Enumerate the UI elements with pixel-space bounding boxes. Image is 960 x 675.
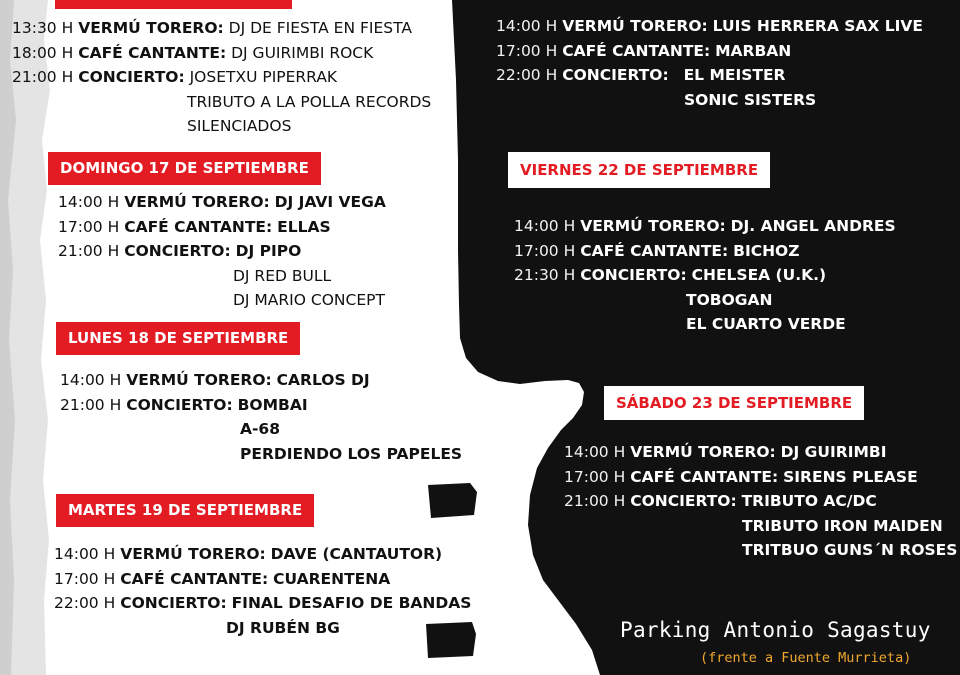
schedule-line (54, 567, 471, 592)
time: 17:00 H (54, 569, 116, 588)
schedule-domingo (58, 190, 386, 313)
schedule-viernes (514, 214, 896, 337)
performer: A-68 (240, 420, 280, 438)
event-label: CONCIERTO: (124, 242, 231, 260)
schedule-sabado (564, 440, 957, 563)
performer: DJ RUBÉN BG (226, 618, 340, 637)
schedule-line (514, 239, 896, 264)
time: 21:00 H (12, 68, 74, 86)
performer: ELLAS (277, 217, 331, 236)
performer: CHELSEA (U.K.) (691, 266, 827, 284)
event-label: VERMÚ TORERO: (562, 17, 708, 35)
performer: TRITBUO GUNS´N ROSES (742, 541, 958, 559)
event-label: VERMÚ TORERO: (580, 217, 726, 235)
event-label: CONCIERTO: (630, 492, 737, 510)
schedule-line (60, 368, 462, 393)
event-label: CAFÉ CANTANTE: (124, 217, 273, 236)
venue-subtitle: (frente a Fuente Murrieta) (700, 650, 912, 666)
time: 17:00 H (58, 217, 120, 236)
event-label: CAFÉ CANTANTE: (630, 467, 779, 486)
event-label: CONCIERTO: (562, 66, 669, 84)
performer: DJ PIPO (235, 242, 302, 260)
event-label: VERMÚ TORERO: (78, 19, 224, 37)
time: 21:00 H (58, 242, 120, 260)
venue-name: Parking Antonio Sagastuy (620, 618, 931, 642)
time: 21:00 H (60, 395, 122, 414)
event-label: CONCIERTO: (120, 594, 227, 612)
performer: DJ MARIO CONCEPT (233, 291, 385, 309)
schedule-line (54, 542, 471, 567)
event-label: CONCIERTO: (78, 68, 185, 86)
schedule-line (514, 214, 896, 239)
time: 14:00 H (514, 217, 576, 235)
time: 14:00 H (54, 545, 116, 563)
schedule-top-right (496, 14, 923, 112)
schedule-line (12, 65, 431, 90)
performer: DAVE (CANTAUTOR) (270, 545, 443, 563)
schedule-line (58, 239, 386, 264)
performer: JOSETXU PIPERRAK (189, 68, 338, 86)
day-header-sabado: SÁBADO 23 DE SEPTIEMBRE (604, 386, 864, 420)
time: 22:00 H (496, 66, 558, 84)
time: 13:30 H (12, 19, 74, 37)
performer: CARLOS DJ (276, 371, 370, 389)
event-label: CONCIERTO: (580, 266, 687, 284)
performer: BICHOZ (733, 241, 800, 260)
performer: SIRENS PLEASE (783, 467, 918, 486)
schedule-line (564, 489, 957, 514)
top-red-bar (55, 0, 292, 9)
performer: DJ DE FIESTA EN FIESTA (228, 19, 412, 37)
time: 21:00 H (564, 492, 626, 510)
performer: TOBOGAN (686, 290, 773, 309)
performer: LUIS HERRERA SAX LIVE (712, 17, 923, 35)
time: 21:30 H (514, 266, 576, 284)
time: 14:00 H (564, 443, 626, 461)
performer: DJ GUIRIMBI (780, 443, 887, 461)
schedule-line (496, 14, 923, 39)
event-label: CAFÉ CANTANTE: (120, 569, 269, 588)
schedule-line (58, 215, 386, 240)
performer: PERDIENDO LOS PAPELES (240, 444, 463, 463)
schedule-martes (54, 542, 471, 640)
event-label: VERMÚ TORERO: (124, 193, 270, 211)
performer: DJ GUIRIMBI ROCK (231, 43, 374, 62)
time: 14:00 H (60, 371, 122, 389)
day-header-viernes: VIERNES 22 DE SEPTIEMBRE (508, 152, 770, 188)
time: 17:00 H (564, 467, 626, 486)
performer: EL CUARTO VERDE (686, 315, 846, 333)
performer: TRIBUTO IRON MAIDEN (742, 516, 943, 535)
event-label: VERMÚ TORERO: (126, 371, 272, 389)
day-header-martes: MARTES 19 DE SEPTIEMBRE (56, 494, 314, 527)
performer: SONIC SISTERS (684, 90, 817, 109)
schedule-top-left (12, 16, 431, 139)
performer: DJ. ANGEL ANDRES (730, 217, 896, 235)
event-label: VERMÚ TORERO: (630, 443, 776, 461)
performer: SILENCIADOS (187, 117, 292, 135)
time: 14:00 H (58, 193, 120, 211)
day-header-lunes: LUNES 18 DE SEPTIEMBRE (56, 322, 300, 355)
event-label: CAFÉ CANTANTE: (580, 241, 729, 260)
schedule-line (60, 393, 462, 418)
time: 14:00 H (496, 17, 558, 35)
schedule-line (564, 440, 957, 465)
time: 17:00 H (514, 241, 576, 260)
event-label: VERMÚ TORERO: (120, 545, 266, 563)
event-label: CONCIERTO: (126, 395, 233, 414)
event-label: CAFÉ CANTANTE: (78, 43, 227, 62)
schedule-line (496, 39, 923, 64)
time: 22:00 H (54, 594, 116, 612)
performer: BOMBAI (237, 395, 308, 414)
schedule-line (564, 465, 957, 490)
performer: EL MEISTER (683, 66, 786, 84)
time: 18:00 H (12, 43, 74, 62)
schedule-line (514, 263, 896, 288)
performer: TRIBUTO AC/DC (741, 492, 877, 510)
performer: MARBAN (715, 41, 792, 60)
day-header-domingo: DOMINGO 17 DE SEPTIEMBRE (48, 152, 321, 185)
schedule-line (54, 591, 471, 616)
event-label: CAFÉ CANTANTE: (562, 41, 711, 60)
schedule-line (12, 16, 431, 41)
performer: TRIBUTO A LA POLLA RECORDS (187, 92, 432, 111)
performer: DJ RED BULL (233, 266, 332, 285)
performer: CUARENTENA (273, 569, 391, 588)
performer: FINAL DESAFIO DE BANDAS (231, 594, 472, 612)
performer: DJ JAVI VEGA (274, 193, 386, 211)
schedule-line (12, 41, 431, 66)
time: 17:00 H (496, 41, 558, 60)
schedule-lunes (60, 368, 462, 466)
dark-blob-1 (428, 483, 477, 518)
schedule-line (496, 63, 923, 88)
schedule-line (58, 190, 386, 215)
